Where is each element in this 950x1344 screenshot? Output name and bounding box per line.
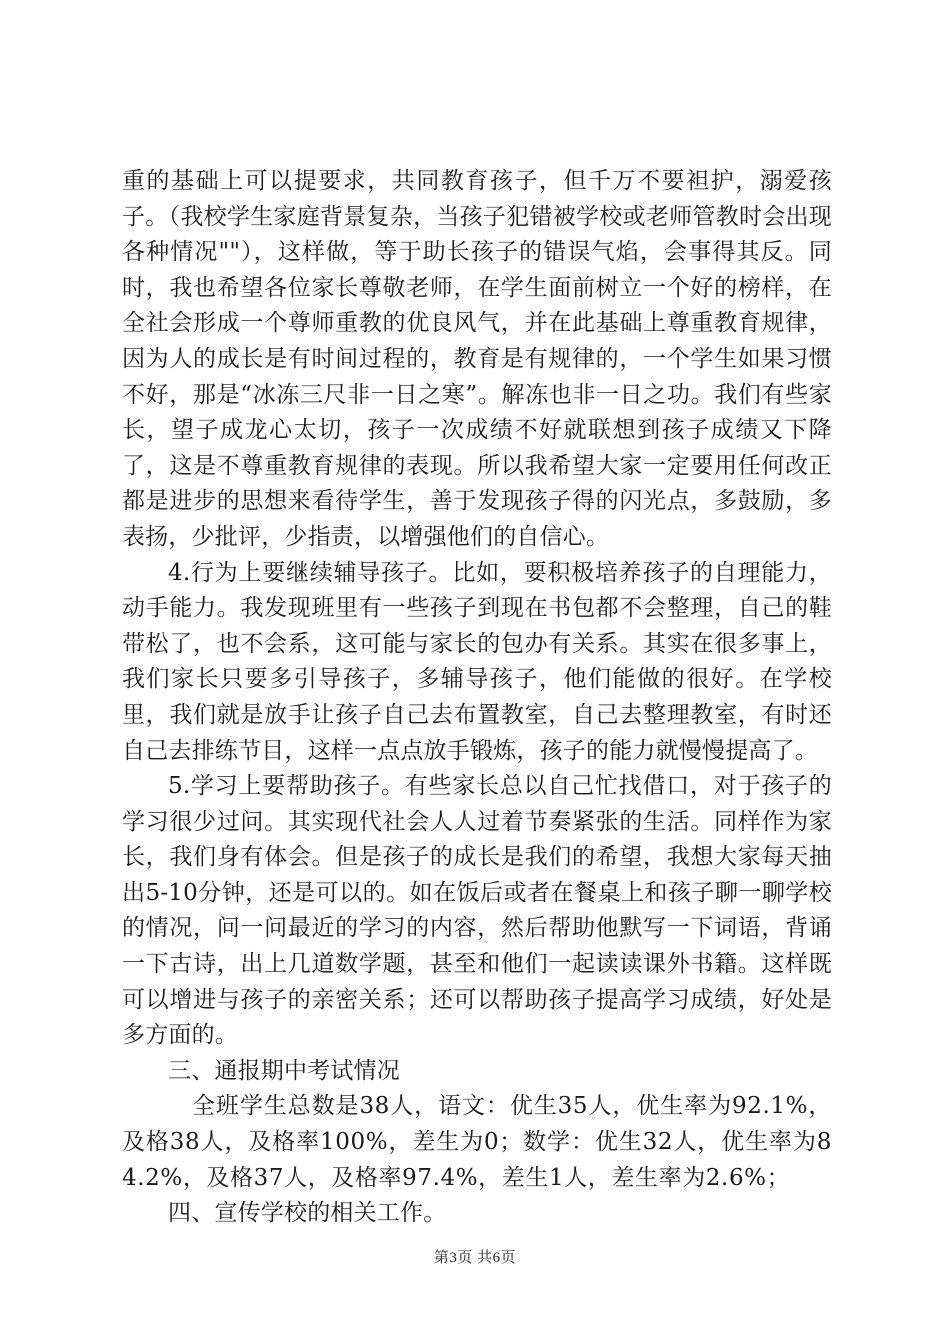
document-body <box>122 164 832 1232</box>
section-three-heading: 三、通报期中考试情况 <box>168 1057 400 1084</box>
paragraph-continuation: 重的基础上可以提要求，共同教育孩子，但千万不要袒护，溺爱孩子。（我校学生家庭背景复杂，当孩子犯错被学校或老师管教时会出现各种情况""），这样做，等于助长孩子的错误气焰，会事得其反。同时，我也希望各位家长尊敬老师，在学生面前树立一个好的榜样，在全社会形成一个尊师重教的优良风气，并在此基础上尊重教育规律，因为人的成长是有时间过程的，教育是有规律的，一个学生如果习惯不好，那是“冰冻三尺非一日之寒”。解冻也非一日之功。我们有些家长，望子成龙心太切，孩子一次成绩不好就联想到孩子成绩又下降了，这是不尊重教育规律的表现。所以我希望大家一定要用任何改正都是进步的思想来看待学生，善于发现孩子得的闪光点，多鼓励，多表扬，少批评，少指责，以增强他们的自信心。 <box>122 168 832 550</box>
page-footer <box>0 1246 950 1267</box>
page-number-label: 第3页 共6页 <box>433 1250 517 1266</box>
section-three-body: 全班学生总数是38人，语文：优生35人，优生率为92.1%，及格38人，及格率100%，差生为0；数学：优生32人，优生率为84.2%，及格37人，及格率97.4%，差生1人，差生率为2.6%； <box>122 1093 832 1191</box>
paragraph-item-5: 5.学习上要帮助孩子。有些家长总以自己忙找借口，对于孩子的学习很少过问。其实现代社会人人过着节奏紧张的生活。同样作为家长，我们身有体会。但是孩子的成长是我们的希望，我想大家每天抽出5-10分钟，还是可以的。如在饭后或者在餐桌上和孩子聊一聊学校的情况，问一问最近的学习的内容，然后帮助他默写一下词语，背诵一下古诗，出上几道数学题，甚至和他们一起读读课外书籍。这样既可以增进与孩子的亲密关系；还可以帮助孩子提高学习成绩，好处是多方面的。 <box>122 773 832 1049</box>
paragraph-item-4: 4.行为上要继续辅导孩子。比如，要积极培养孩子的自理能力，动手能力。我发现班里有一些孩子到现在书包都不会整理，自己的鞋带松了，也不会系，这可能与家长的包办有关系。其实在很多事上，我们家长只要多引导孩子，多辅导孩子，他们能做的很好。在学校里，我们就是放手让孩子自己去布置教室，自己去整理教室，有时还自己去排练节目，这样一点点放手锻炼，孩子的能力就慢慢提高了。 <box>122 559 832 764</box>
section-four-heading: 四、宣传学校的相关工作。 <box>168 1200 447 1227</box>
